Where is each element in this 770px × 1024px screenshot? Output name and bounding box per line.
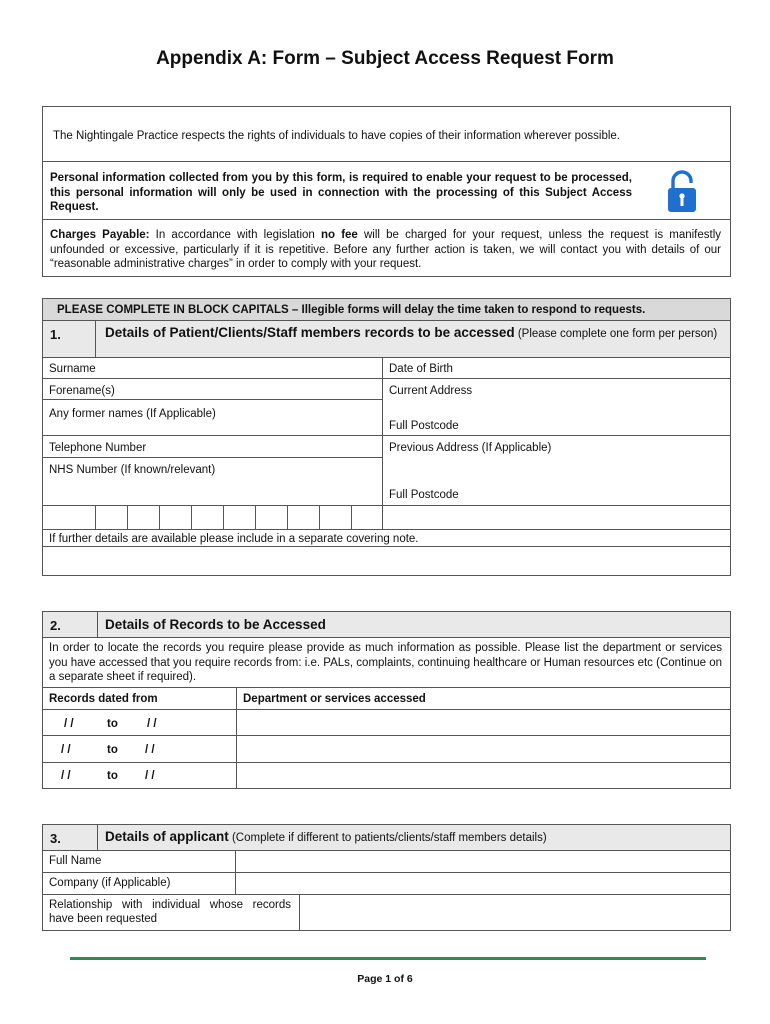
section1-box [42, 298, 731, 576]
no-fee-text: no fee [320, 229, 358, 241]
full-name-field[interactable] [236, 851, 730, 872]
page-title: Appendix A: Form – Subject Access Request Form [156, 48, 614, 69]
forenames-label: Forename(s) [49, 385, 115, 397]
respect-text: The Nightingale Practice respects the rights of individuals to have copies of their information wherever possible. [53, 130, 620, 142]
block-capitals-banner: PLEASE COMPLETE IN BLOCK CAPITALS – Illegible forms will delay the time taken to respond to requests. [43, 299, 730, 321]
dob-label: Date of Birth [389, 363, 453, 375]
department-field-3[interactable] [237, 763, 730, 788]
current-address-label: Current Address [389, 385, 473, 397]
further-details-note: If further details are available please include in a separate covering note. [49, 533, 419, 545]
charges-label: Charges Payable: [50, 229, 150, 241]
telephone-label: Telephone Number [49, 442, 147, 454]
full-postcode-label-2: Full Postcode [389, 489, 459, 501]
personal-info-text: Personal information collected from you by this form, is required to enable your request to be processed, this personal information will only be used in connection with the processing of this Subject Access Request. [50, 172, 632, 213]
relationship-field[interactable] [300, 895, 730, 930]
section1-number: 1. [50, 327, 61, 342]
department-field-2[interactable] [237, 736, 730, 761]
further-details-field[interactable] [43, 547, 730, 575]
former-names-label: Any former names (If Applicable) [49, 408, 216, 420]
section3-heading: Details of applicant (Complete if different to patients/clients/staff members details) [105, 829, 547, 844]
department-header: Department or services accessed [243, 693, 426, 705]
full-postcode-label-1: Full Postcode [389, 420, 459, 432]
section1-heading: Details of Patient/Clients/Staff members records to be accessed (Please complete one form per person) [105, 325, 718, 340]
unlocked-padlock-icon [665, 170, 699, 214]
nhs-number-label: NHS Number (If known/relevant) [49, 464, 216, 476]
section2-title: Details of Records to be Accessed [105, 617, 326, 632]
surname-label: Surname [49, 363, 96, 375]
full-name-label: Full Name [49, 855, 102, 867]
department-field-1[interactable] [237, 710, 730, 735]
relationship-label: Relationship with individual whose records have been requested [49, 899, 291, 925]
intro-box [42, 106, 731, 277]
section2-instructions: In order to locate the records you require please provide as much information as possible. Please list the department or services you have accessed that you require records from: i.e. PALs, complaints, continuing healthcare or Human resources etc (Continue on a separate sheet if required). [49, 642, 722, 683]
section3-box [42, 824, 731, 931]
section2-number: 2. [50, 618, 61, 633]
previous-address-label: Previous Address (If Applicable) [389, 442, 552, 454]
company-field[interactable] [236, 873, 730, 894]
section2-box: 2. Details of Records to be Accessed In order to locate the records you require please provide as much information as possible. Please list the department or services you have accessed that you require records from: i.e. PALs, complaints, continuing healthcare or Human resources etc (Continue on a separate sheet if required). Records dated from Department or services accessed / / to / / / / to / / / / to / / [42, 611, 731, 789]
footer-rule [70, 957, 706, 960]
charges-text: Charges Payable: In accordance with legislation no fee will be charged for your request, unless the request is manifestly unfounded or excessive, particularly if it is repetitive. Before any further action is taken, we will contact you with details of our “reasonable administrative charges” in order to comply with your request. [50, 229, 721, 270]
nhs-number-digit-boxes[interactable] [43, 505, 382, 529]
page-number: Page 1 of 6 [357, 973, 413, 985]
records-dated-from-header: Records dated from [49, 693, 158, 705]
company-label: Company (if Applicable) [49, 877, 171, 889]
section3-number: 3. [50, 831, 61, 846]
